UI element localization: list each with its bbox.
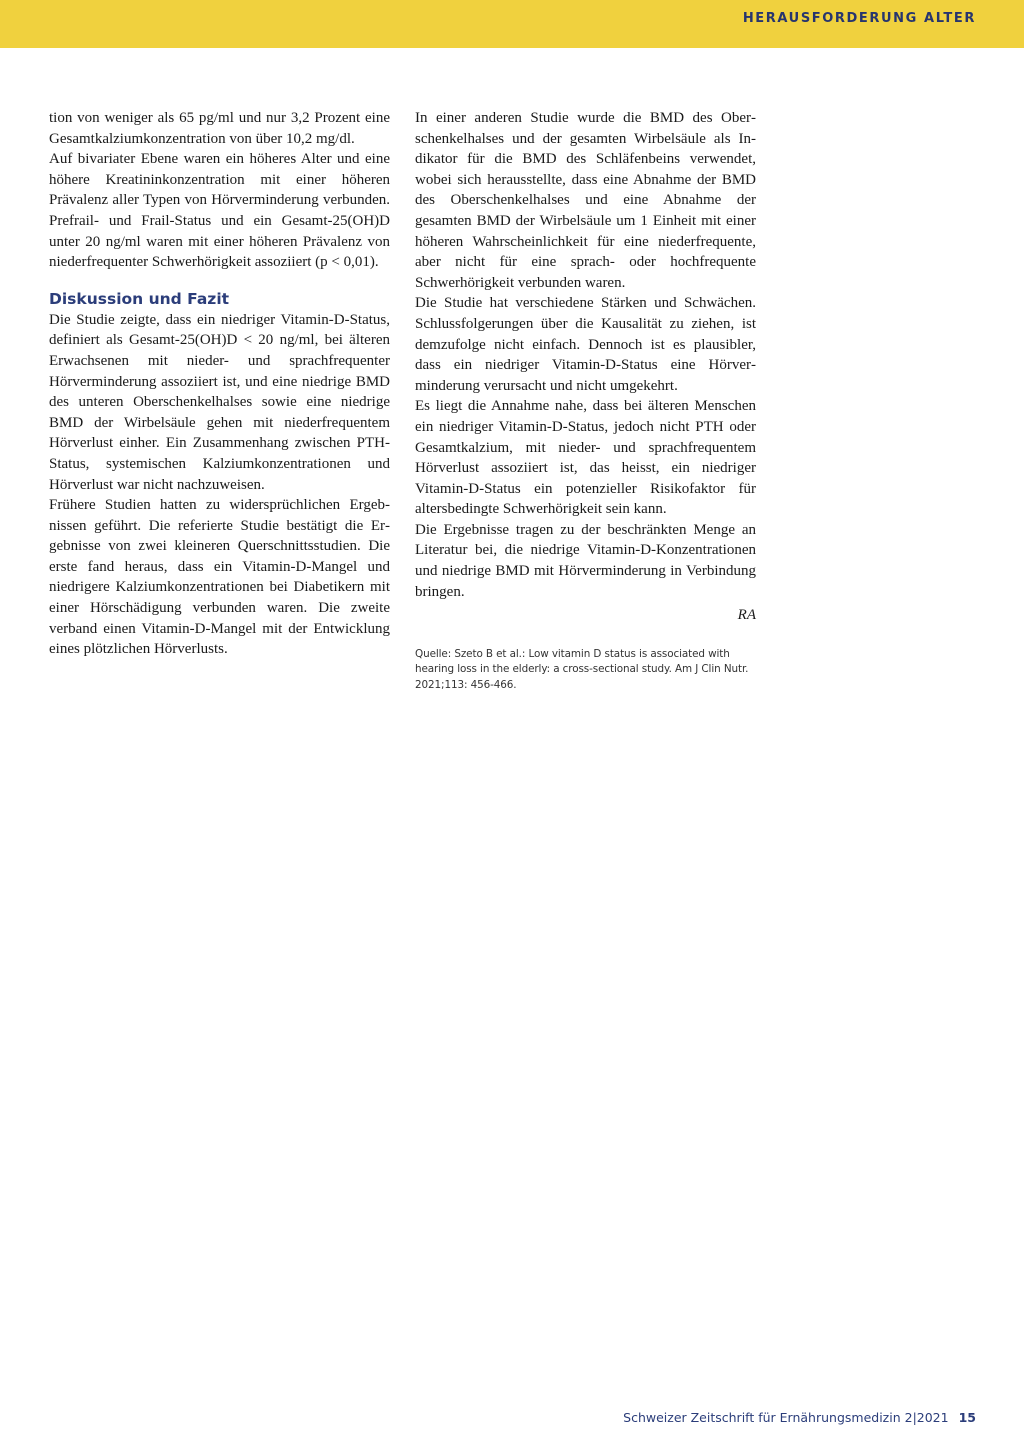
page-number: 15	[958, 1410, 976, 1425]
paragraph: Frühere Studien hatten zu widersprüchlichen Ergebnissen geführt. Die referierte Studie bestätigt die Ergebnisse von zwei kleineren Querschnittsstudien. Die erste fand heraus, dass ein Vitamin-D-Mangel und niedrigere Kalziumkonzentrationen bei Diabetikern mit einer Hörschädigung verbunden waren. Die zweite verband einen Vitamin-D-Mangel mit der Entwicklung eines plötzlichen Hörverlusts.	[49, 497, 390, 658]
paragraph: Auf bivariater Ebene waren ein höheres Alter und eine höhere Kreatininkonzentration mit einer höheren Prävalenz aller Typen von Hörverminderung verbunden. Prefrail- und Frail-Status und ein Gesamt-25(OH)D unter 20 ng/ml waren mit einer höheren Prävalenz von niederfrequenter Schwerhörigkeit assoziiert (p < 0,01).	[49, 151, 390, 271]
left-column	[49, 108, 390, 660]
paragraph: Die Ergebnisse tragen zu der beschränkten Menge an Literatur bei, die niedrige Vitamin-D-Konzentrationen und niedrige BMD mit Hörverminderung in Verbindung bringen.	[415, 521, 756, 600]
journal-name: Schweizer Zeitschrift für Ernährungsmedizin 2|2021	[623, 1410, 949, 1425]
section-title: HERAUSFORDERUNG ALTER	[742, 11, 976, 26]
page-footer	[623, 1410, 976, 1425]
paragraph: Es liegt die Annahme nahe, dass bei älteren Menschen ein niedriger Vitamin-D-Status, jedoch nicht PTH oder Gesamtkalzium, mit nieder- und sprachfrequentem Hörverlust assoziiert ist, das heisst, ein niedriger Vitamin-D-Status ein potenzieller Risikofaktor für altersbedingte Schwerhörigkeit sein kann.	[415, 398, 756, 518]
right-column	[415, 108, 756, 693]
paragraph: Die Studie zeigte, dass ein niedriger Vitamin-D-Status, definiert als Gesamt-25(OH)D < 20 ng/ml, bei älteren Erwachsenen mit nieder- und sprachfrequenter Hörverminderung assoziiert ist, und eine niedrige BMD des unteren Oberschenkelhalses sowie eine niedrige BMD der Wirbelsäule gehen mit niederfrequentem Hörverlust einher. Ein Zusammenhang zwischen PTH-Status, systemischen Kalziumkonzentrationen und Hörverlust war nicht nachzuweisen.	[49, 311, 390, 493]
paragraph: In einer anderen Studie wurde die BMD des Oberschenkelhalses und der gesamten Wirbelsäule als Indikator für die BMD des Schläfenbeins verwendet, wobei sich herausstellte, dass eine Abnahme der BMD des Oberschenkelhalses und eine Abnahme der gesamten BMD der Wirbelsäule um 1 Einheit mit einer höheren Wahrscheinlichkeit für eine niederfrequente, aber nicht für eine sprach- oder hochfrequente Schwerhörigkeit verbunden waren.	[415, 110, 756, 291]
paragraph: tion von weniger als 65 pg/ml und nur 3,2 Prozent eine Gesamtkalziumkonzentration von über 10,2 mg/dl.	[49, 110, 390, 147]
author-initials: RA	[737, 607, 756, 624]
paragraph: Die Studie hat verschiedene Stärken und Schwächen. Schlussfolgerungen über die Kausalität zu ziehen, ist demzufolge nicht einfach. Dennoch ist es plausibler, dass ein niedriger Vitamin-D-Status eine Hörverminderung verursacht und nicht umgekehrt.	[415, 295, 756, 394]
header-band	[0, 0, 1024, 48]
source-citation: Quelle: Szeto B et al.: Low vitamin D status is associated with hearing loss in the elderly: a cross-sectional study. Am J Clin Nutr. 2021;113: 456-466.	[415, 647, 749, 691]
section-heading: Diskussion und Fazit	[49, 289, 230, 308]
